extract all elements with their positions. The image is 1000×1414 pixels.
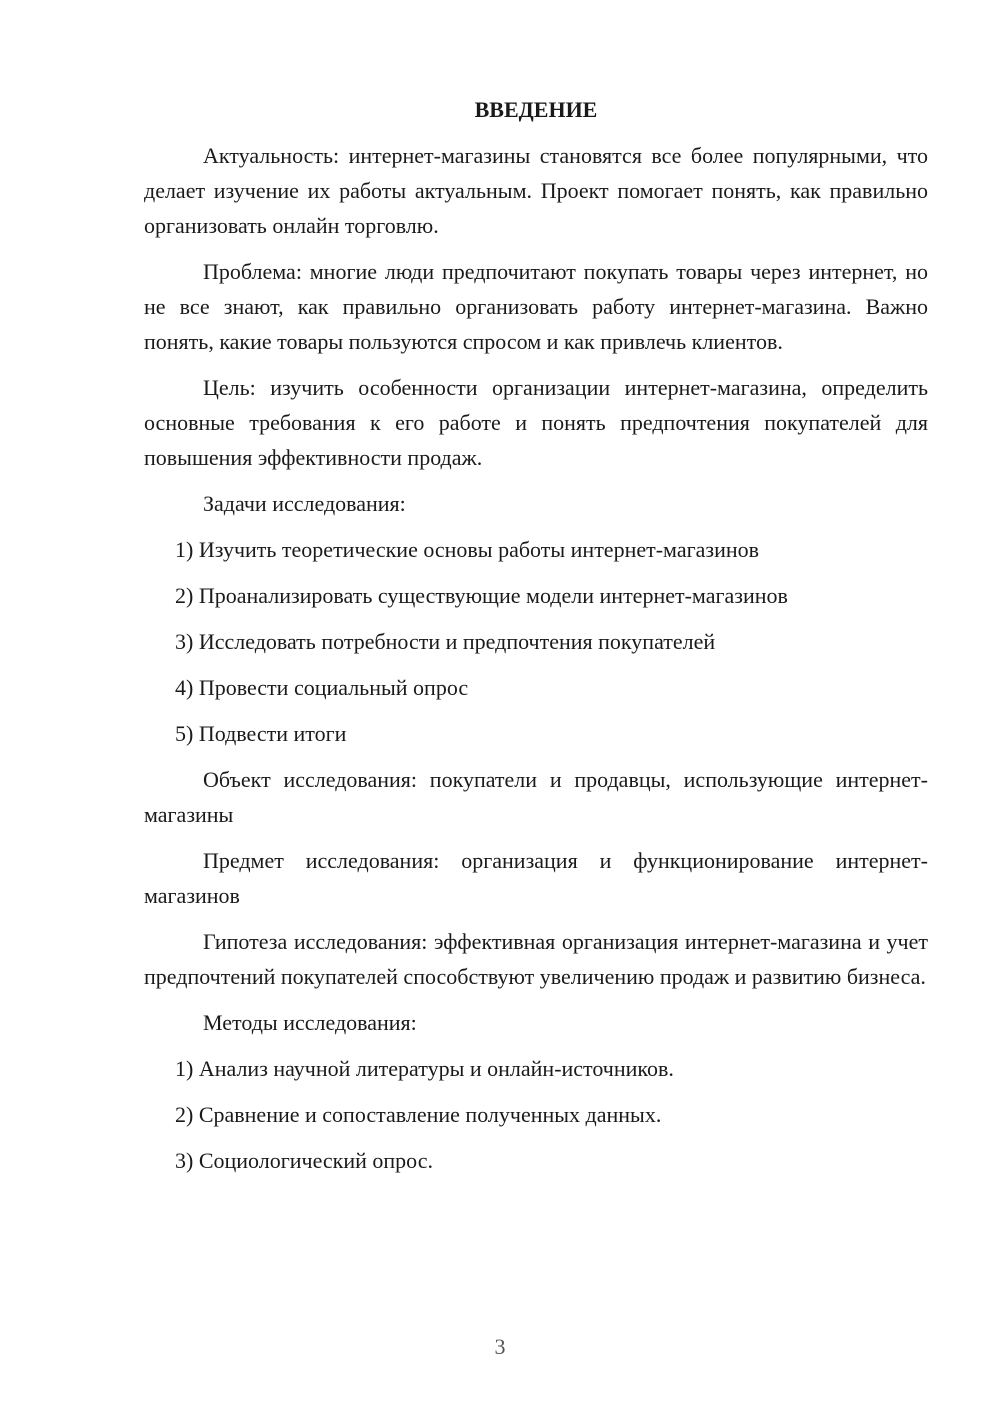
list-item: 3) Исследовать потребности и предпочтения покупателей [175,629,716,654]
tasks-list [144,532,928,751]
list-item: 4) Провести социальный опрос [175,675,469,700]
list-item: 3) Социологический опрос. [175,1148,433,1173]
list-item: 2) Сравнение и сопоставление полученных данных. [175,1102,662,1127]
problem-paragraph: Проблема: многие люди предпочитают покупать товары через интернет, но не все знают, как правильно организовать работу интернет-магазина. Важно понять, какие товары пользуются спросом и как привлечь клиентов. [144,259,928,354]
list-item: 5) Подвести итоги [175,721,347,746]
relevance-paragraph: Актуальность: интернет-магазины становятся все более популярными, что делает изучение их работы актуальным. Проект помогает понять, как правильно организовать онлайн торговлю. [144,143,928,238]
document-page [144,92,928,1189]
list-item: 1) Анализ научной литературы и онлайн-источников. [175,1056,674,1081]
subject-paragraph: Предмет исследования: организация и функционирование интернет-магазинов [144,848,928,908]
goal-paragraph: Цель: изучить особенности организации интернет-магазина, определить основные требования к его работе и понять предпочтения покупателей для повышения эффективности продаж. [144,375,928,470]
page-title: ВВЕДЕНИЕ [474,97,598,122]
object-paragraph: Объект исследования: покупатели и продавцы, использующие интернет-магазины [144,767,928,827]
page-number: 3 [494,1334,506,1359]
tasks-heading: Задачи исследования: [203,491,406,516]
methods-heading: Методы исследования: [203,1010,417,1035]
list-item: 2) Проанализировать существующие модели интернет-магазинов [175,583,788,608]
methods-list [144,1051,928,1178]
list-item: 1) Изучить теоретические основы работы интернет-магазинов [175,537,759,562]
hypothesis-paragraph: Гипотеза исследования: эффективная организация интернет-магазина и учет предпочтений покупателей способствуют увеличению продаж и развитию бизнеса. [144,929,928,989]
